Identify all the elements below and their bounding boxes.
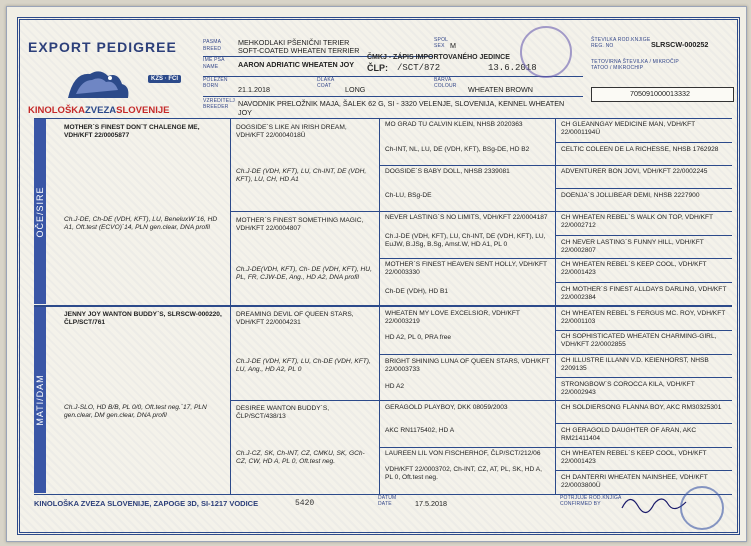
sire-mff: CH WHEATEN REBEL´S WALK ON TOP, VDH/KFT 22/0002712 [561, 214, 713, 229]
kzs-name-3: SLOVENIJE [116, 105, 170, 116]
sire-mf-info: Ch.J-DE (VDH, KFT), LU, Ch-INT, DE (VDH, KFT), LU, EuJW, B.JSg, B.Sg, Amst.W, HD A1, PL 0 [385, 233, 546, 248]
clp-date: 13.6.2018 [488, 63, 537, 73]
sire-mother-info: Ch.J-DE(VDH, KFT), Ch- DE (VDH, KFT), HU, PL, FR, CJW-DE, Ang., HD A2, DNA profil [236, 266, 372, 281]
sex-label-1: SPOL [434, 37, 449, 43]
confirm-label-1: POTRJUJE ROD.KNJIGA [560, 495, 622, 501]
breed-label-1: PASMA [203, 39, 222, 45]
dam-mm-name: LAUREEN LIL VON FISCHERHOF, ČLP/SCT/212/06 [385, 450, 541, 457]
reg-value: SLRSCW-000252 [651, 40, 709, 49]
breeder-label-2: BREEDER [203, 104, 229, 110]
sire-mmf: CH WHEATEN REBEL´S KEEP COOL, VDH/KFT 22/0001423 [561, 261, 707, 276]
sire-father-name: DOGSIDE´S LIKE AN IRISH DREAM, VDH/KFT 22/0004018Ü [236, 124, 347, 139]
sire-mf-name: NEVER LASTING´S NO LIMITS, VDH/KFT 22/0004187 [385, 214, 548, 221]
dam-father-info: Ch.J-DE (VDH, KFT), LU, Ch-DE (VDH, KFT), LU, Ang., HD A2, PL 0 [236, 358, 371, 373]
dam-mother-name: DESIREE WANTON BUDDY´S, ČLP/SCT/438/13 [236, 405, 330, 420]
kzs-name-2: ZVEZA [85, 105, 117, 116]
sire-info: Ch.J-DE, Ch-DE (VDH, KFT), LU, BeneluxW´16, HD A1, Oft.test (ECVO)´14, PLN gen.clear, DNA profil [64, 216, 218, 231]
coat-label-2: COAT [317, 83, 332, 89]
dam-ff-name: WHEATEN MY LOVE EXCELSIOR, VDH/KFT 22/0003219 [385, 310, 520, 325]
sire-fm-name: DOGSIDE´S BABY DOLL, NHSB 2339081 [385, 168, 510, 175]
dam-mm-info: VDH/KFT 22/0003702, Ch-INT, CZ, AT, PL, SK, HD A, PL 0, Oft.test neg. [385, 466, 542, 481]
footer-number: 5420 [295, 499, 315, 508]
sex-label-2: SEX [434, 43, 445, 49]
dam-mmm: CH DANTERRI WHEATEN NAINSHEE, VDH/KFT 22/0003800Ü [561, 474, 708, 489]
sire-fff: CH GLEANNGAY MEDICINE MAN, VDH/KFT 22/0001194Ü [561, 121, 696, 136]
footer-org: KINOLOŠKA ZVEZA SLOVENIJE, ZAPOGE 3D, SI-1217 VODICE [34, 499, 259, 508]
dam-side-bar [34, 307, 46, 493]
kzs-logo [60, 64, 140, 104]
sire-ff-info: Ch-INT, NL, LU, DE (VDH, KFT), BSg-DE, HD B2 [385, 146, 530, 153]
breed-label-2: BREED [203, 46, 222, 52]
sire-name: MOTHER´S FINEST DON´T CHALENGE ME, VDH/KFT 22/0005877 [64, 124, 200, 139]
breeder-value-2: JOY [238, 108, 252, 117]
born-value: 21.1.2018 [238, 85, 270, 94]
dam-ffm: CH SOPHISTICATED WHEATEN CHARMING-GIRL, VDH/KFT 22/0002855 [561, 333, 717, 348]
dam-father-name: DREAMING DEVIL OF QUEEN STARS, VDH/KFT 22/0004231 [236, 311, 354, 326]
breeder-label-1: VZREDITELJ [203, 98, 236, 104]
sire-fmf: ADVENTURER BON JOVI, VDH/KFT 22/0002245 [561, 168, 708, 175]
dog-logo-icon [60, 64, 140, 104]
name-label-1: IME PSA [203, 57, 225, 63]
footer-stamp [680, 486, 724, 530]
sire-mmm: CH MOTHER´S FINEST ALLDAYS DARLING, VDH/KFT 22/0002384 [561, 286, 727, 301]
date-label-1: DATUM [378, 495, 397, 501]
sire-fmm: DOENJA´S JOLLIBEAR DEMI, NHSB 2227900 [561, 192, 700, 199]
date-label-2: DATE [378, 501, 392, 507]
colour-label-1: BARVA [434, 77, 452, 83]
breeder-value-1: NAVODNIK PRELOŽNIK MAJA, ŠALEK 62 G, SI - 3320 VELENJE, SLOVENIJA, KENNEL WHEATEN [238, 99, 565, 108]
dam-mmf: CH WHEATEN REBEL´S KEEP COOL, VDH/KFT 22/0001423 [561, 450, 707, 465]
clp-label: ČLP: [367, 63, 388, 73]
dam-mfm: CH GERAGOLD DAUGHTER OF ARAN, AKC RM21411404 [561, 427, 697, 442]
pedigree-document [6, 6, 747, 542]
date-value: 17.5.2018 [415, 499, 447, 508]
dam-ff-info: HD A2, PL 0, PRA free [385, 334, 452, 341]
dam-info: Ch.J-SLO, HD B/B, PL 0/0, Oft.test neg.´17, PLN gen.clear, DM gen.clear, DNA profil [64, 404, 207, 419]
official-stamp [520, 26, 572, 78]
sire-father-info: Ch.J-DE (VDH, KFT), LU, Ch-INT, DE (VDH, KFT), LU, CH, HD A1 [236, 168, 367, 183]
dam-mff: CH SOLDIERSONG FLANNA BOY, AKC RM30325301 [561, 404, 722, 411]
dam-side-label: MATI/DAM [35, 374, 45, 426]
colour-value: WHEATEN BROWN [468, 85, 533, 94]
pedigree-frame [17, 17, 740, 535]
coat-label-1: DLAKA [317, 77, 335, 83]
tattoo-label-1: TETOVIRNA ŠTEVILKA / MIKROČIP [591, 59, 679, 65]
dam-mother-info: Ch.J-CZ, SK, Ch-INT, CZ, CMKU, SK, GCh-CZ, CW, HD A, PL 0, Oft.test neg. [236, 450, 365, 465]
born-label-2: BORN [203, 83, 219, 89]
kzs-fci-badge: KZS · FCI [148, 75, 181, 83]
sire-side-bar [34, 119, 46, 304]
breed-value-1: MEHKODLAKI PŠENIČNI TERIER [238, 38, 350, 47]
kzs-name [28, 106, 169, 116]
sire-mother-name: MOTHER´S FINEST SOMETHING MAGIC, VDH/KFT 22/0004807 [236, 217, 364, 232]
cmkj-label: ČMKJ - ZÁPIS IMPORTOVANÉHO JEDINCE [367, 54, 510, 61]
sire-mm-info: Ch-DE (VDH), HD B1 [385, 288, 449, 295]
clp-value: /SCT/872 [397, 63, 441, 73]
confirm-label-2: CONFIRMED BY [560, 501, 601, 507]
breed-value-2: SOFT-COATED WHEATEN TERRIER [238, 46, 360, 55]
dam-fm-info: HD A2 [385, 383, 405, 390]
tattoo-value: 705091000013332 [630, 89, 690, 98]
sire-mm-name: MOTHER´S FINEST HEAVEN SENT HOLLY, VDH/KFT 22/0003330 [385, 261, 547, 276]
dam-fff: CH WHEATEN REBEL´S FERGUS MC. ROY, VDH/KFT 22/0001103 [561, 310, 726, 325]
kzs-name-1: KINOLOŠKA [28, 105, 85, 116]
reg-label-2: REG. NO [591, 43, 614, 49]
dam-name: JENNY JOY WANTON BUDDY´S, SLRSCW-000220, ČLP/SCT/761 [64, 311, 222, 326]
sire-side-label: OČE/SIRE [35, 185, 45, 238]
sire-mfm: CH NEVER LASTING´S FUNNY HILL, VDH/KFT 22/0002807 [561, 239, 704, 254]
reg-label-1: ŠTEVILKA ROD.KNJIGE [591, 37, 651, 43]
dam-fmf: CH ILLUSTRE ILLANN V.D. KEIENHORST, NHSB 2209135 [561, 357, 709, 372]
sire-ff-name: MO GRAD TU CALVIN KLEIN, NHSB 2020363 [385, 121, 523, 128]
dam-mf-info: AKC RN1175402, HD A [385, 427, 455, 434]
dam-fm-name: BRIGHT SHINING LUNA OF QUEEN STARS, VDH/KFT 22/0003733 [385, 358, 550, 373]
coat-value: LONG [345, 85, 366, 94]
document-title: EXPORT PEDIGREE [28, 39, 177, 55]
colour-label-2: COLOUR [434, 83, 457, 89]
dam-mf-name: GERAGOLD PLAYBOY, DKK 08059/2003 [385, 404, 508, 411]
sire-ffm: CELTIC COLEEN DE LA RICHESSE, NHSB 1762928 [561, 146, 719, 153]
sire-fm-info: Ch-LU, BSg-DE [385, 192, 432, 199]
dog-name: AARON ADRIATIC WHEATEN JOY [238, 60, 355, 69]
sex-value: M [450, 41, 456, 50]
dam-fmm: STRONGBOW´S COROCCA KILA, VDH/KFT 22/0002943 [561, 381, 695, 396]
name-label-2: NAME [203, 64, 219, 70]
born-label-1: POLEŽEN [203, 77, 228, 83]
tattoo-label-2: TATOO / MIKROCHIP [591, 65, 644, 71]
